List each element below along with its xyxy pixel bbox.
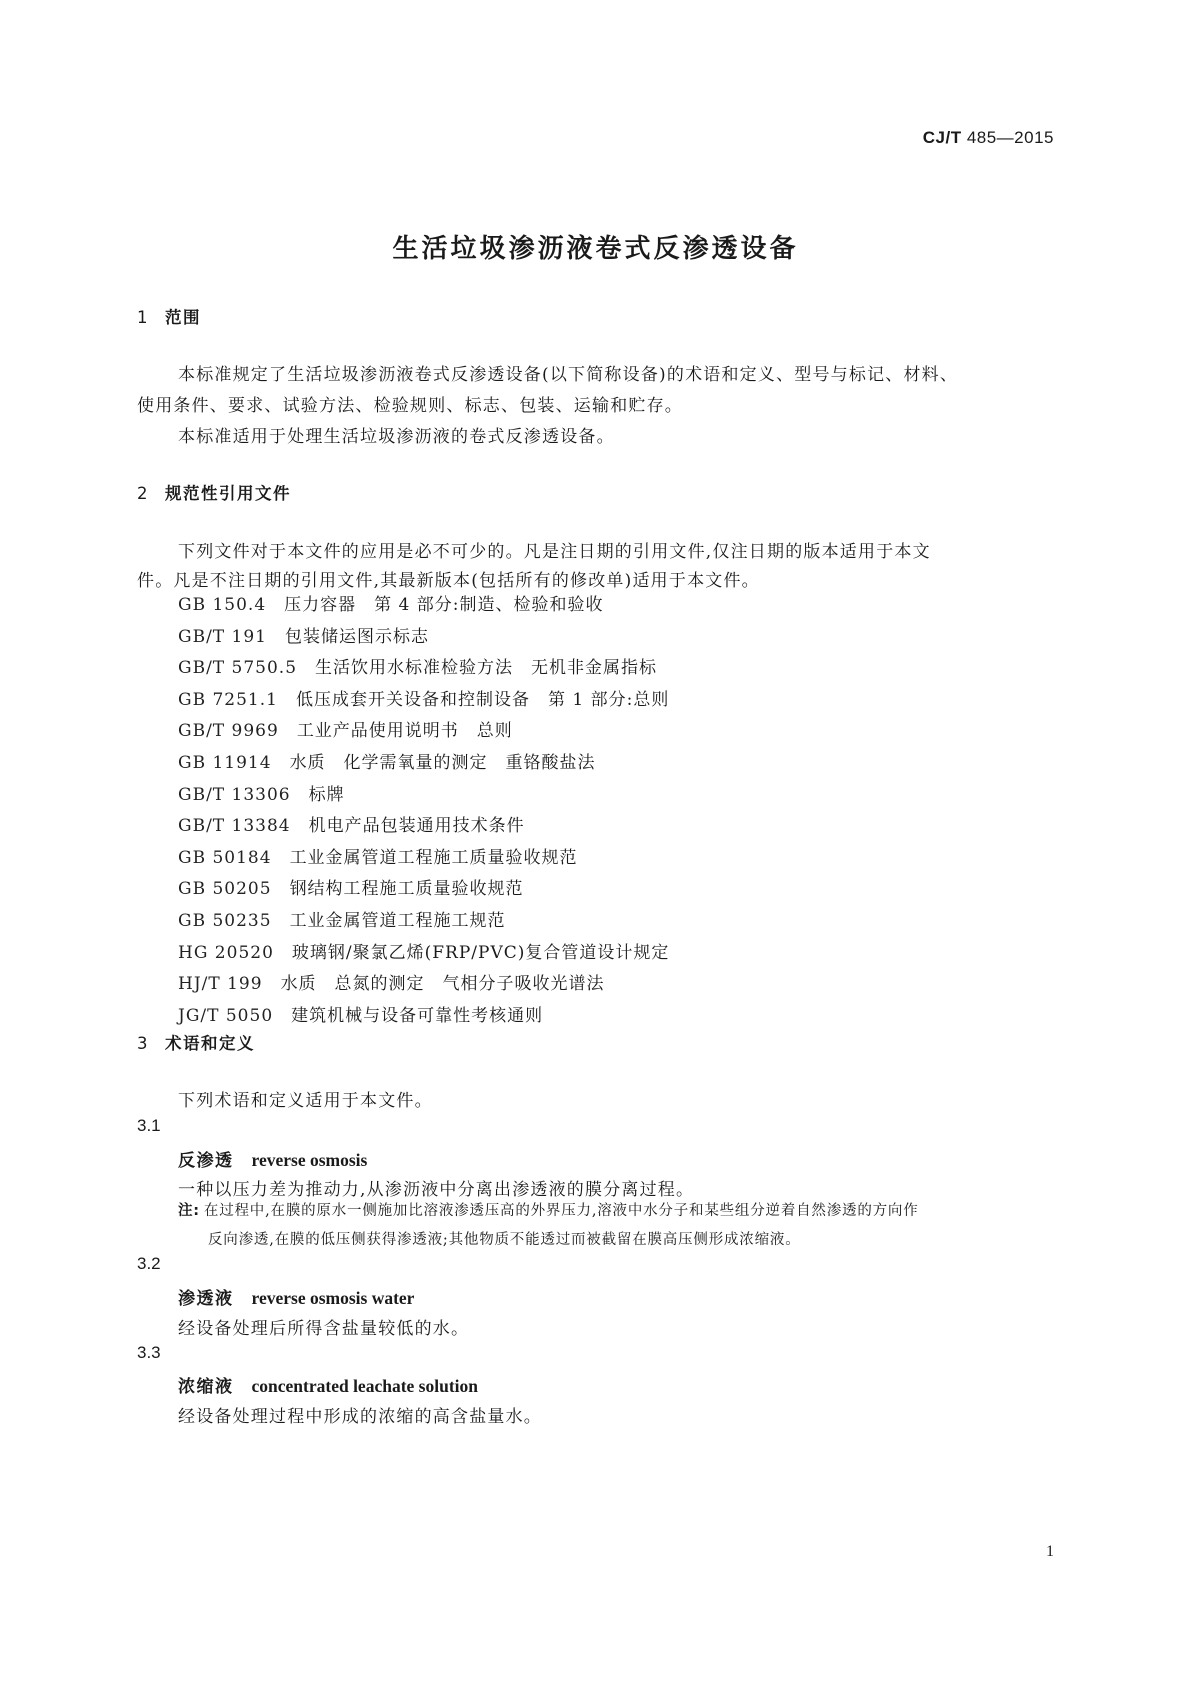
references-intro-line-2: 件。凡是不注日期的引用文件,其最新版本(包括所有的修改单)适用于本文件。 bbox=[137, 571, 760, 591]
reference-item bbox=[178, 938, 669, 970]
note-text-line-1: 在过程中,在膜的原水一侧施加比溶液渗透压高的外界压力,溶液中水分子和某些组分逆着自然渗透的方向作 bbox=[203, 1203, 919, 1219]
scope-paragraph-2: 本标准适用于处理生活垃圾渗沥液的卷式反渗透设备。 bbox=[178, 427, 615, 447]
term-definition: 经设备处理后所得含盐量较低的水。 bbox=[178, 1319, 470, 1339]
reference-list bbox=[178, 590, 669, 1032]
reference-code: GB 50205 bbox=[178, 879, 272, 900]
reference-code: GB 150.4 bbox=[178, 595, 267, 615]
reference-title: 建筑机械与设备可靠性考核通则 bbox=[291, 1005, 544, 1026]
term-definition: 经设备处理过程中形成的浓缩的高含盐量水。 bbox=[178, 1407, 542, 1427]
term-note bbox=[178, 1197, 1058, 1255]
reference-item bbox=[178, 590, 669, 622]
reference-title: 水质 总氮的测定 气相分子吸收光谱法 bbox=[280, 974, 605, 995]
reference-code: GB 7251.1 bbox=[178, 689, 278, 710]
reference-title: 标牌 bbox=[308, 784, 345, 805]
standard-code bbox=[923, 128, 1054, 148]
standard-number: 485—2015 bbox=[966, 128, 1054, 147]
standard-prefix: CJ/T bbox=[922, 128, 962, 147]
document-title: 生活垃圾渗沥液卷式反渗透设备 bbox=[392, 234, 799, 264]
reference-code: HG 20520 bbox=[178, 942, 274, 963]
term-english: reverse osmosis water bbox=[251, 1288, 415, 1308]
section-title: 范围 bbox=[165, 308, 201, 327]
reference-title: 钢结构工程施工质量验收规范 bbox=[289, 879, 524, 900]
reference-title: 机电产品包装通用技术条件 bbox=[308, 816, 525, 837]
term-number: 3.3 bbox=[137, 1343, 161, 1362]
reference-code: GB 11914 bbox=[178, 752, 272, 773]
term-english: reverse osmosis bbox=[251, 1150, 368, 1170]
reference-code: GB/T 13306 bbox=[178, 784, 291, 805]
reference-item bbox=[178, 843, 669, 875]
reference-code: GB/T 5750.5 bbox=[178, 658, 298, 679]
reference-item bbox=[178, 780, 669, 812]
term-number: 3.2 bbox=[137, 1254, 161, 1273]
term-chinese: 反渗透 bbox=[178, 1151, 234, 1171]
reference-title: 低压成套开关设备和控制设备 第 1 部分:总则 bbox=[295, 689, 670, 710]
reference-item bbox=[178, 748, 669, 780]
section-title: 术语和定义 bbox=[165, 1034, 255, 1053]
scope-paragraph-line-1: 本标准规定了生活垃圾渗沥液卷式反渗透设备(以下简称设备)的术语和定义、型号与标记、材料、 bbox=[178, 365, 959, 385]
reference-item bbox=[178, 811, 669, 843]
reference-title: 玻璃钢/聚氯乙烯(FRP/PVC)复合管道设计规定 bbox=[291, 942, 670, 963]
section-title: 规范性引用文件 bbox=[165, 484, 291, 503]
references-intro-line-1: 下列文件对于本文件的应用是必不可少的。凡是注日期的引用文件,仅注日期的版本适用于本文 bbox=[178, 542, 931, 562]
term-heading bbox=[178, 1146, 367, 1171]
reference-code: GB/T 9969 bbox=[178, 721, 279, 742]
section-number: 2 bbox=[137, 484, 149, 503]
note-label: 注: bbox=[178, 1203, 200, 1219]
reference-item bbox=[178, 716, 669, 748]
reference-item bbox=[178, 685, 669, 717]
reference-title: 压力容器 第 4 部分:制造、检验和验收 bbox=[284, 595, 604, 615]
reference-code: GB 50235 bbox=[178, 910, 272, 931]
reference-item bbox=[178, 653, 669, 685]
reference-title: 工业金属管道工程施工质量验收规范 bbox=[289, 847, 578, 868]
terms-intro: 下列术语和定义适用于本文件。 bbox=[178, 1091, 433, 1111]
page-number: 1 bbox=[1046, 1543, 1054, 1560]
reference-code: GB 50184 bbox=[178, 847, 272, 868]
reference-code: JG/T 5050 bbox=[178, 1005, 274, 1026]
reference-title: 工业产品使用说明书 总则 bbox=[296, 721, 513, 742]
section-heading-scope bbox=[137, 304, 201, 328]
reference-title: 生活饮用水标准检验方法 无机非金属指标 bbox=[315, 658, 658, 679]
reference-title: 工业金属管道工程施工规范 bbox=[289, 910, 506, 931]
section-heading-normative-references bbox=[137, 480, 291, 504]
reference-item bbox=[178, 969, 669, 1001]
reference-code: GB/T 191 bbox=[178, 626, 267, 647]
term-chinese: 浓缩液 bbox=[178, 1377, 234, 1397]
reference-item bbox=[178, 622, 669, 654]
term-chinese: 渗透液 bbox=[178, 1289, 234, 1309]
term-heading bbox=[178, 1284, 414, 1309]
reference-title: 包装储运图示标志 bbox=[285, 626, 429, 647]
note-text-line-2: 反向渗透,在膜的低压侧获得渗透液;其他物质不能透过而被截留在膜高压侧形成浓缩液。 bbox=[208, 1232, 801, 1248]
scope-paragraph-line-2: 使用条件、要求、试验方法、检验规则、标志、包装、运输和贮存。 bbox=[137, 396, 683, 416]
reference-item bbox=[178, 874, 669, 906]
reference-item bbox=[178, 1001, 669, 1033]
section-number: 1 bbox=[137, 308, 149, 327]
term-definition: 一种以压力差为推动力,从渗沥液中分离出渗透液的膜分离过程。 bbox=[178, 1180, 695, 1200]
section-number: 3 bbox=[137, 1034, 149, 1053]
section-heading-terms bbox=[137, 1030, 255, 1054]
reference-code: GB/T 13384 bbox=[178, 816, 291, 837]
term-number: 3.1 bbox=[137, 1116, 161, 1135]
reference-item bbox=[178, 906, 669, 938]
reference-title: 水质 化学需氧量的测定 重铬酸盐法 bbox=[289, 752, 596, 773]
reference-code: HJ/T 199 bbox=[178, 974, 263, 995]
term-heading bbox=[178, 1372, 478, 1397]
term-english: concentrated leachate solution bbox=[251, 1376, 478, 1396]
